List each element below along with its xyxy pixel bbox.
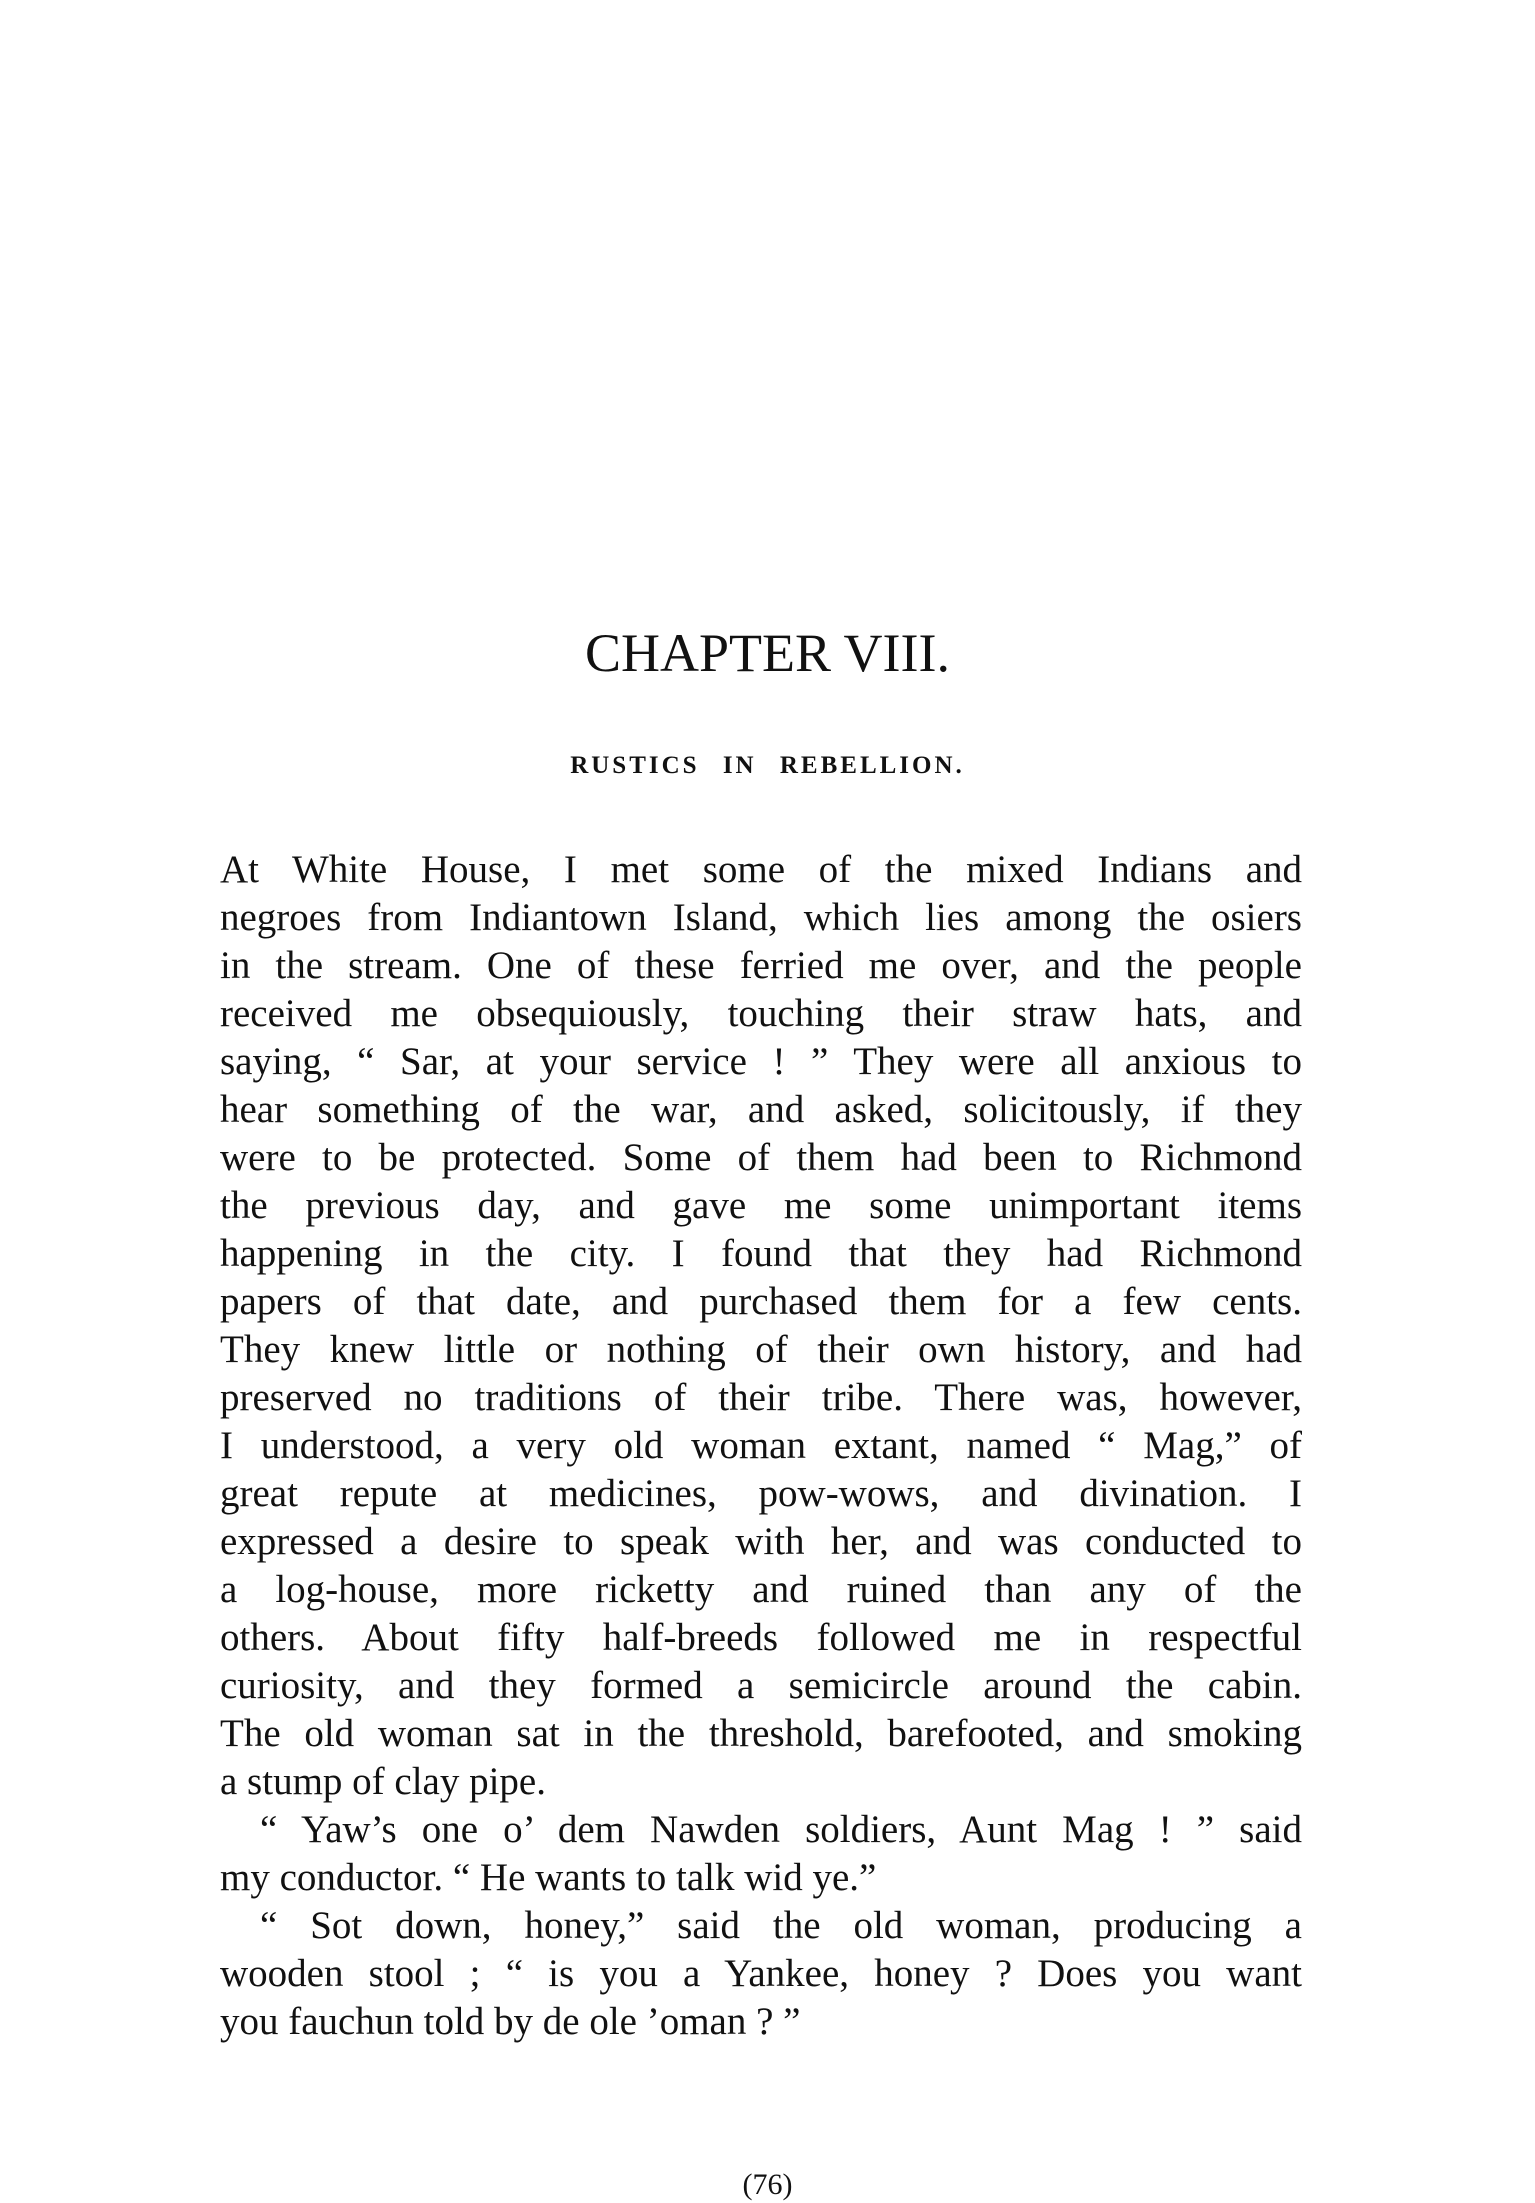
- body-text: [220, 846, 1302, 2046]
- text-line: others. About fifty half-breeds followed me in respectful: [220, 1616, 1302, 1659]
- text-line: my conductor. “ He wants to talk wid ye.”: [220, 1856, 877, 1899]
- text-line: expressed a desire to speak with her, and was conducted to: [220, 1520, 1302, 1563]
- text-line: a log-house, more ricketty and ruined than any of the: [220, 1568, 1302, 1611]
- text-line: At White House, I met some of the mixed Indians and: [220, 848, 1302, 891]
- page-number: (76): [742, 2168, 793, 2201]
- text-line: preserved no traditions of their tribe. There was, however,: [220, 1376, 1302, 1419]
- text-line: wooden stool ; “ is you a Yankee, honey ? Does you want: [220, 1952, 1302, 1995]
- text-line: hear something of the war, and asked, solicitously, if they: [220, 1088, 1302, 1131]
- paragraph: [220, 1806, 1302, 1902]
- text-line: curiosity, and they formed a semicircle around the cabin.: [220, 1664, 1302, 1707]
- text-line: a stump of clay pipe.: [220, 1760, 546, 1803]
- paragraph: [220, 846, 1302, 1806]
- text-line: in the stream. One of these ferried me over, and the people: [220, 944, 1302, 987]
- text-line: were to be protected. Some of them had been to Richmond: [220, 1136, 1302, 1179]
- text-line: negroes from Indiantown Island, which lies among the osiers: [220, 896, 1302, 939]
- text-line: They knew little or nothing of their own history, and had: [220, 1328, 1302, 1371]
- text-line: you fauchun told by de ole ’oman ? ”: [220, 2000, 801, 2043]
- text-line: great repute at medicines, pow-wows, and divination. I: [220, 1472, 1302, 1515]
- text-line: “ Yaw’s one o’ dem Nawden soldiers, Aunt Mag ! ” said: [260, 1808, 1302, 1851]
- text-line: The old woman sat in the threshold, barefooted, and smoking: [220, 1712, 1302, 1755]
- text-line: saying, “ Sar, at your service ! ” They were all anxious to: [220, 1040, 1302, 1083]
- chapter-subtitle: RUSTICS IN REBELLION.: [570, 752, 965, 779]
- text-line: I understood, a very old woman extant, named “ Mag,” of: [220, 1424, 1302, 1467]
- paragraph: [220, 1902, 1302, 2046]
- text-line: received me obsequiously, touching their straw hats, and: [220, 992, 1302, 1035]
- text-line: papers of that date, and purchased them for a few cents.: [220, 1280, 1302, 1323]
- text-line: “ Sot down, honey,” said the old woman, producing a: [260, 1904, 1302, 1947]
- text-line: happening in the city. I found that they had Richmond: [220, 1232, 1302, 1275]
- chapter-title: CHAPTER VIII.: [584, 623, 950, 683]
- text-line: the previous day, and gave me some unimportant items: [220, 1184, 1302, 1227]
